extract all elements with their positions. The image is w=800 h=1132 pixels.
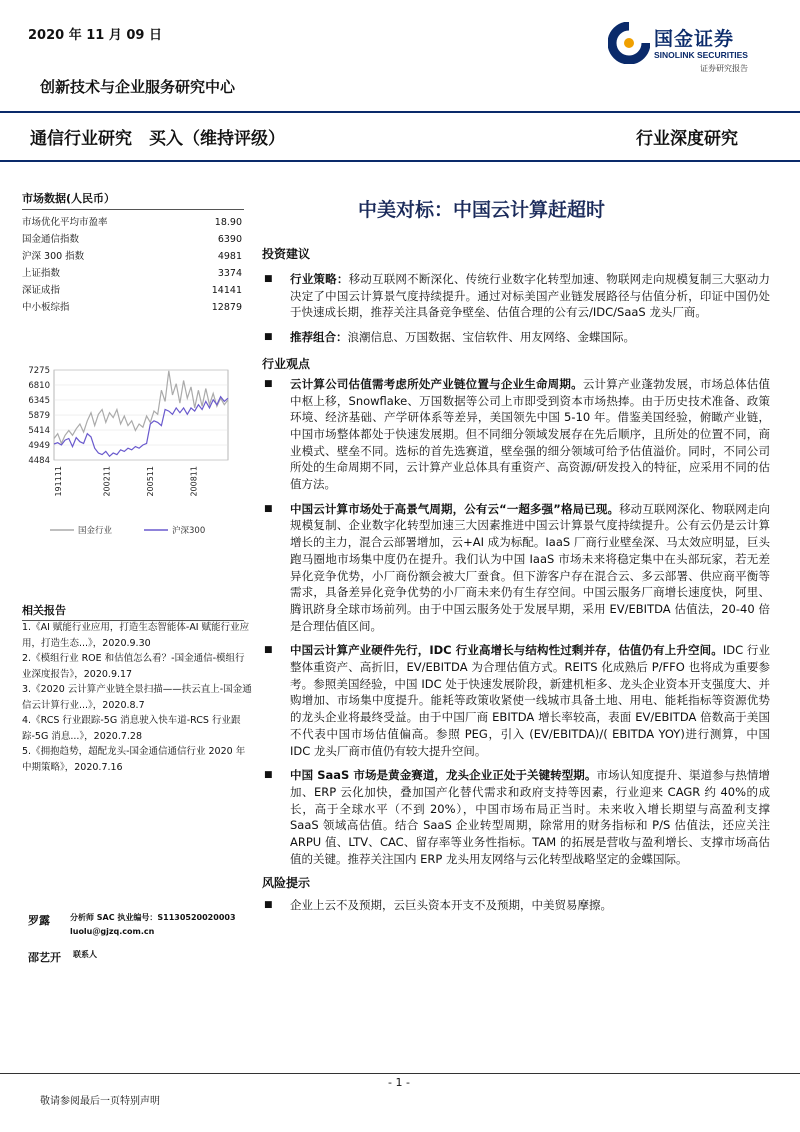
bullet-body: 移动互联网深化、物联网走向规模复制、企业数字化转型加速三大因素推进中国云计算景气度持续提升。公有云仍是云计算增长的主力，混合云部署增加，云+AI 成为标配。IaaS 厂商行业壁垒深、马太效应明显，巨头跑马圈地市场集中度仍在提升。我们认为中国 IaaS 市场未来将稳定集中在头部玩家，若无差异化竞争优势，小厂商份额会被大厂蚕食。但下游客户存在混合云、多云部署、供应商平衡等需求，具备差异化竞争优势的小厂商未来仍有生存空间。中国云服务厂商增长速度快，阿里、腾讯跻身全球市场前列。由于中国云服务处于发展早期，采用 EV/EBITDA 估值法，20-40 倍是合理估值区间。: [290, 501, 770, 633]
bullet-paragraph: [262, 767, 770, 867]
analyst-name: 罗露: [28, 914, 50, 927]
disclaimer-note: 敬请参阅最后一页特别声明: [40, 1096, 160, 1107]
legend-label: 沪深300: [172, 526, 206, 536]
section-heading: 行业观点: [262, 356, 311, 371]
market-value: 6390: [217, 234, 242, 245]
y-tick-label: 6345: [28, 395, 50, 406]
report-category: 证券研究报告: [700, 64, 748, 73]
market-value: 12879: [211, 302, 242, 313]
report-date: 2020 年 11 月 09 日: [28, 28, 162, 43]
market-value: 4981: [217, 251, 242, 262]
bullet-head: 中国 SaaS 市场是黄金赛道，龙头企业正处于关键转型期。: [290, 768, 597, 783]
y-tick-label: 4484: [28, 456, 50, 466]
page-number: - 1 -: [388, 1076, 410, 1089]
bullet-body: 移动互联网不断深化、传统行业数字化转型加速、物联网走向规模复制三大驱动力决定了中国云计算景气度持续提升。通过对标美国产业链发展路径与估值分析，印证中国仍处于快速成长期，推荐关注具备竞争壁垒、估值合理的公有云/IDC/SaaS 龙头厂商。: [290, 272, 770, 320]
market-value: 18.90: [214, 217, 242, 228]
bullet-paragraph: [262, 271, 770, 321]
bullet-head: 中国云计算产业硬件先行，IDC 行业高增长与结构性过剩并存，估值仍有上升空间。: [290, 643, 723, 658]
bullet-body: 云计算产业蓬勃发展，市场总体估值中枢上移，Snowflake、万国数据等公司上市即受到资本市场热捧。由于历史技术准备、政策环境、经济基础、产学研体系等差异，美国领先中国 5-10 年。借鉴美国经验，俯瞰产业链，中国市场整体都处于快速发展期。但不同细分领域发展存在先后顺序，且所处的位置不同，商业模式、壁垒不同。选标的首先选赛道，壁垒强的细分领域可给予估值溢价。同时，不同公司所处的生命周期不同，云计算产业总体具有重资产、高资源/研发投入的特征，应采用不同的估值方法。: [290, 376, 770, 492]
header-divider: [0, 111, 800, 113]
analyst-block: [28, 912, 253, 965]
market-row: [22, 214, 244, 231]
market-label: 上证指数: [22, 268, 61, 279]
analyst-email[interactable]: luolu＠gjzq.com.cn: [70, 927, 155, 936]
bullet-head: 行业策略：: [290, 272, 349, 286]
bullet-paragraph: [262, 376, 770, 493]
logo-emblem-icon: [608, 22, 650, 64]
bullet-body: 浪潮信息、万国数据、宝信软件、用友网络、金蝶国际。: [347, 330, 635, 345]
bullet-head: 云计算公司估值需考虑所处产业链位置与企业生命周期。: [290, 376, 583, 391]
bullet-paragraph: [262, 897, 770, 914]
contact-name: 邵艺开: [28, 951, 61, 964]
market-value: 14141: [211, 285, 242, 296]
logo-text-en: SINOLINK SECURITIES: [654, 50, 748, 60]
related-item[interactable]: 1.《AI 赋能行业应用，打造生态智能体-AI 赋能行业应用，打造生态...》，2020.9.30: [22, 622, 250, 649]
y-tick-label: 7275: [28, 366, 50, 376]
related-item[interactable]: 2.《模组行业 ROE 和估值怎么看？-国金通信-模组行业深度报告》，2020.9.17: [22, 653, 245, 680]
market-label: 中小板综指: [22, 302, 70, 313]
bullet-head: 中国云计算市场处于高景气周期，公有云“一超多强”格局已现。: [290, 501, 620, 516]
bullet-paragraph: [262, 329, 770, 346]
market-data-title: 市场数据(人民币）: [22, 190, 244, 210]
logo-text-cn: 国金证券: [654, 28, 735, 50]
related-reports-list: [22, 620, 254, 775]
report-title: 中美对标：中国云计算赶超时: [358, 199, 606, 221]
report-type: 行业深度研究: [636, 129, 738, 149]
research-center: 创新技术与企业服务研究中心: [40, 78, 236, 96]
market-label: 国金通信指数: [22, 234, 80, 245]
market-label: 深证成指: [22, 285, 61, 296]
related-item[interactable]: 5.《拥抱趋势，超配龙头-国金通信通信行业 2020 年中期策略》，2020.7.16: [22, 746, 246, 773]
section-heading: 投资建议: [262, 247, 311, 261]
bullet-body: 企业上云不及预期，云巨头资本开支不及预期，中美贸易摩擦。: [290, 897, 612, 912]
x-tick-label: 191111: [53, 466, 63, 497]
market-row: [22, 265, 244, 282]
bullet-head: 推荐组合：: [290, 330, 348, 345]
bullet-body: IDC 行业整体重资产、高折旧，EV/EBITDA 为合理估值方式。REITS 化成熟后 P/FFO 也将成为重要参考。参照美国经验，中国 IDC 处于快速发展阶段，新建机柜多、龙头企业资本开支强度大、并购增加、市场集中度提升。能耗等政策收紧使一线城市具备土地、用电、能耗指标等资源优势的龙头企业将最终受益。由于中国厂商 EBITDA 增长率较高，表面 EV/EBITDA 倍数高于美国不代表中国市场估值偏高。参照 PEG，引入 (EV/EBITDA)/( EBITDA YOY)进行测算，中国 IDC 龙头厂商市值仍有较大提升空间。: [290, 643, 771, 758]
x-tick-label: 200211: [102, 466, 112, 497]
series-line-industry: [54, 371, 228, 444]
market-row: [22, 299, 244, 316]
bullet-body: 市场认知度提升、渠道参与热情增加、ERP 云化加快，叠加国产化替代需求和政府支持等因素，行业迎来 CAGR 约 40%的成长，高于全球水平（不到 20%），中国市场布局正当时。未来收入增长期望与高盈利支撑 SaaS 领域高估值。结合 SaaS 企业转型周期，除常用的财务指标和 P/S 估值法，还应关注 ARPU 值、LTV、CAC、留存率等业务性指标。TAM 的拓展是营收与盈利增长、支撑市场高估值的关键。推荐关注国内 ERP 龙头用友网络与云化转型战略坚定的金蝶国际。: [290, 768, 770, 866]
industry-rating: 通信行业研究 买入（维持评级）: [30, 129, 285, 149]
bullet-paragraph: [262, 501, 770, 635]
x-tick-label: 200511: [146, 466, 156, 497]
market-row: [22, 248, 244, 265]
x-tick-label: 200811: [189, 466, 199, 497]
index-chart: [22, 362, 244, 562]
section-heading: 风险提示: [262, 875, 311, 890]
market-value: 3374: [217, 268, 242, 279]
related-item[interactable]: 4.《RCS 行业跟踪-5G 消息驶入快车道-RCS 行业跟踪-5G 消息...》，2020.7.28: [22, 715, 241, 742]
header-divider-2: [0, 160, 800, 162]
report-body: [262, 245, 770, 913]
y-tick-label: 4949: [28, 441, 50, 452]
analyst-cert: 分析师 SAC 执业编号：S1130520020003: [70, 913, 236, 922]
market-row: [22, 282, 244, 299]
y-tick-label: 5414: [28, 426, 50, 437]
legend-label: 国金行业: [78, 526, 113, 536]
bullet-paragraph: [262, 642, 770, 759]
market-data-panel: [22, 190, 244, 316]
y-tick-label: 6810: [28, 380, 50, 391]
market-row: [22, 231, 244, 248]
related-reports-title: 相关报告: [22, 602, 244, 621]
contact-role: 联系人: [73, 950, 97, 959]
footer-divider: [0, 1073, 800, 1074]
related-item[interactable]: 3.《2020 云计算产业链全景扫描——扶云直上-国金通信云计算行业...》，2020.8.7: [22, 684, 252, 711]
market-label: 市场优化平均市盈率: [22, 217, 108, 228]
y-tick-label: 5879: [28, 411, 50, 422]
market-label: 沪深 300 指数: [22, 251, 85, 262]
